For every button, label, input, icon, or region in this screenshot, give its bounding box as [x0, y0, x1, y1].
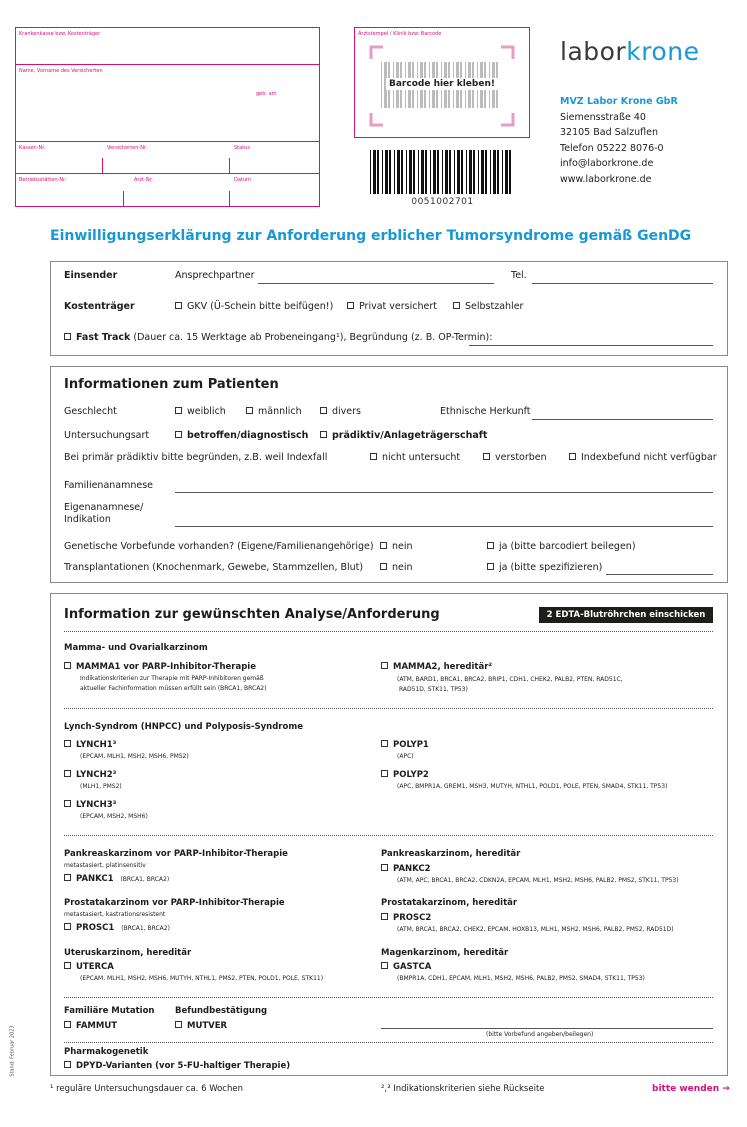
arzt-nr-label: Arzt-Nr. — [134, 177, 153, 183]
herkunft-field[interactable] — [532, 419, 713, 420]
patient-heading: Informationen zum Patienten — [64, 377, 279, 392]
polyp1-option[interactable]: POLYP1 — [381, 740, 429, 750]
lynch2-description: (MLH1, PMS2) — [80, 783, 122, 790]
vorbefunde-label: Genetische Vorbefunde vorhanden? (Eigene/Familienangehörige) — [64, 541, 374, 552]
betriebsstaetten-label: Betriebsstätten-Nr. — [19, 177, 67, 183]
prosc2-option[interactable]: PROSC2 — [381, 913, 431, 923]
analysis-heading: Information zur gewünschten Analyse/Anforderung — [64, 607, 440, 622]
indexbefund-option[interactable]: Indexbefund nicht verfügbar — [569, 452, 717, 463]
vorbefund-note: (bitte Vorbefund angeben/beilegen) — [486, 1031, 594, 1038]
mamma2-description: (ATM, BARD1, BRCA1, BRCA2, BRIP1, CDH1, CHEK2, PALB2, PTEN, RAD51C, RAD51D, STK11, TP53) — [397, 676, 623, 693]
familienanamnese-label: Familienanamnese — [64, 480, 154, 491]
fam-heading: Familiäre Mutation — [64, 1006, 155, 1016]
version-side-text: Stand: Februar 2023 — [9, 1025, 16, 1077]
stamp-label: Arztstempel / Klinik bzw. Barcode — [358, 31, 442, 37]
untersuchungsart-label: Untersuchungsart — [64, 430, 150, 441]
polyp2-option[interactable]: POLYP2 — [381, 770, 429, 780]
vorbefunde-ja-option[interactable]: ja (bitte barcodiert beilegen) — [487, 541, 636, 552]
divers-option[interactable]: divers — [320, 406, 361, 417]
pank-her-heading: Pankreaskarzinom, hereditär — [381, 849, 521, 859]
page-title: Einwilligungserklärung zur Anforderung erblicher Tumorsyndrome gemäß GenDG — [50, 228, 692, 244]
prost-her-heading: Prostatakarzinom, hereditär — [381, 898, 518, 908]
betroffen-option[interactable]: betroffen/diagnostisch — [175, 430, 308, 441]
einsender-label: Einsender — [64, 270, 118, 281]
barcode — [370, 150, 515, 194]
eigenanamnese-field[interactable] — [175, 526, 713, 527]
pankc1-option[interactable]: PANKC1 (BRCA1, BRCA2) — [64, 874, 169, 884]
begruenden-label: Bei primär prädiktiv bitte begründen, z.B. weil Indexfall — [64, 452, 328, 463]
polyp1-description: (APC) — [397, 753, 414, 760]
gastca-description: (BMPR1A, CDH1, EPCAM, MLH1, MSH2, MSH6, PALB2, PMS2, SMAD4, STK11, TP53) — [397, 975, 645, 982]
insurance-label: Krankenkasse bzw. Kostenträger — [19, 31, 101, 37]
prost-parp-sub: metastasiert, kastrationsresistent — [64, 911, 166, 918]
footnote-23: ²,³ Indikationskriterien siehe Rückseite — [381, 1084, 545, 1094]
vorbefunde-nein-option[interactable]: nein — [380, 541, 413, 552]
edta-badge: 2 EDTA-Blutröhrchen einschicken — [539, 607, 713, 623]
lynch3-option[interactable]: LYNCH3³ — [64, 800, 116, 810]
polyp2-description: (APC, BMPR1A, GREM1, MSH3, MUTYH, NTHL1, POLD1, POLE, PTEN, SMAD4, STK11, TP53) — [397, 783, 668, 790]
uterca-option[interactable]: UTERCA — [64, 962, 114, 972]
bitte-wenden-link[interactable]: bitte wenden → — [652, 1084, 730, 1094]
prosc1-option[interactable]: PROSC1 (BRCA1, BRCA2) — [64, 923, 170, 933]
gastca-option[interactable]: GASTCA — [381, 962, 431, 972]
fast-track-reason-field[interactable] — [469, 345, 713, 346]
familienanamnese-field[interactable] — [175, 492, 713, 493]
selbstzahler-option[interactable]: Selbstzahler — [453, 301, 523, 312]
uterca-description: (EPCAM, MLH1, MSH2, MSH6, MUTYH, NTHL1, PMS2, PTEN, POLD1, POLE, STK11) — [80, 975, 324, 982]
transplantation-nein-option[interactable]: nein — [380, 562, 413, 573]
geschlecht-label: Geschlecht — [64, 406, 117, 417]
mamma2-option[interactable]: MAMMA2, hereditär² — [381, 662, 492, 672]
pankc2-description: (ATM, APC, BRCA1, BRCA2, CDKN2A, EPCAM, MLH1, MSH2, MSH6, PALB2, PMS2, STK11, TP53) — [397, 877, 679, 884]
versicherten-nr-label: Versicherten-Nr. — [107, 145, 148, 151]
mamma1-option[interactable]: MAMMA1 vor PARP-Inhibitor-Therapie — [64, 662, 256, 672]
transplantationen-label: Transplantationen (Knochenmark, Gewebe, Stammzellen, Blut) — [64, 562, 364, 573]
pank-parp-heading: Pankreaskarzinom vor PARP-Inhibitor-Therapie — [64, 849, 288, 859]
bef-heading: Befundbestätigung — [175, 1006, 268, 1016]
mamma-heading: Mamma- und Ovarialkarzinom — [64, 643, 208, 653]
privat-option[interactable]: Privat versichert — [347, 301, 437, 312]
prosc2-description: (ATM, BRCA1, BRCA2, CHEK2, EPCAM, HOXB13, MLH1, MSH2, MSH6, PALB2, PMS2, RAD51D) — [397, 926, 674, 933]
eigenanamnese-label: Eigenanamnese/ Indikation — [64, 502, 144, 525]
kassen-nr-label: Kassen-Nr. — [19, 145, 46, 151]
footnote-1: ¹ reguläre Untersuchungsdauer ca. 6 Wochen — [50, 1084, 243, 1094]
herkunft-label: Ethnische Herkunft — [440, 406, 531, 417]
ansprechpartner-label: Ansprechpartner — [175, 270, 255, 281]
tel-label: Tel. — [511, 270, 527, 281]
status-label: Status — [234, 145, 250, 151]
kostentraeger-label: Kostenträger — [64, 301, 135, 312]
dpyd-option[interactable]: DPYD-Varianten (vor 5-FU-haltiger Therapie) — [64, 1061, 290, 1071]
ansprechpartner-field[interactable] — [258, 283, 494, 284]
barcode-number: 0051002701 — [411, 197, 474, 207]
birth-label: geb. am — [256, 91, 277, 97]
transplantation-field[interactable] — [606, 574, 713, 575]
lab-address: MVZ Labor Krone GbR Siemensstraße 40 32105 Bad Salzuflen Telefon 05222 8076-0 info@laborkrone.de www.laborkrone.de — [560, 96, 678, 185]
prost-parp-heading: Prostatakarzinom vor PARP-Inhibitor-Therapie — [64, 898, 285, 908]
lynch3-description: (EPCAM, MSH2, MSH6) — [80, 813, 148, 820]
tel-field[interactable] — [532, 283, 713, 284]
fast-track-option[interactable]: Fast Track (Dauer ca. 15 Werktage ab Probeneingang¹), Begründung (z. B. OP-Termin): — [64, 332, 492, 343]
pharma-heading: Pharmakogenetik — [64, 1047, 149, 1057]
magen-heading: Magenkarzinom, hereditär — [381, 948, 509, 958]
mamma1-description: Indikationskriterien zur Therapie mit PARP-Inhibitoren gemäß aktueller Fachinformation müssen erfüllt sein (BRCA1, BRCA2) — [80, 675, 267, 692]
praediktiv-option[interactable]: prädiktiv/Anlageträgerschaft — [320, 430, 487, 441]
maennlich-option[interactable]: männlich — [246, 406, 302, 417]
lynch-heading: Lynch-Syndrom (HNPCC) und Polyposis-Syndrome — [64, 722, 303, 732]
name-label: Name, Vorname des Versicherten — [19, 68, 103, 74]
lab-logo: laborkrone — [560, 37, 700, 66]
barcode-sticker-label: Barcode hier kleben! — [381, 79, 503, 89]
lynch1-option[interactable]: LYNCH1³ — [64, 740, 116, 750]
nicht-untersucht-option[interactable]: nicht untersucht — [370, 452, 460, 463]
lynch1-description: (EPCAM, MLH1, MSH2, MSH6, PMS2) — [80, 753, 189, 760]
pank-parp-sub: metastasiert, platinsensitiv — [64, 862, 146, 869]
datum-label: Datum — [234, 177, 251, 183]
verstorben-option[interactable]: verstorben — [483, 452, 547, 463]
fammut-option[interactable]: FAMMUT — [64, 1021, 117, 1031]
weiblich-option[interactable]: weiblich — [175, 406, 226, 417]
gkv-option[interactable]: GKV (Ü-Schein bitte beifügen!) — [175, 301, 333, 312]
lynch2-option[interactable]: LYNCH2³ — [64, 770, 116, 780]
mutver-option[interactable]: MUTVER — [175, 1021, 227, 1031]
transplantation-ja-option[interactable]: ja (bitte spezifizieren) — [487, 562, 602, 573]
vorbefund-field[interactable] — [381, 1028, 713, 1029]
pankc2-option[interactable]: PANKC2 — [381, 864, 431, 874]
uterus-heading: Uteruskarzinom, hereditär — [64, 948, 192, 958]
